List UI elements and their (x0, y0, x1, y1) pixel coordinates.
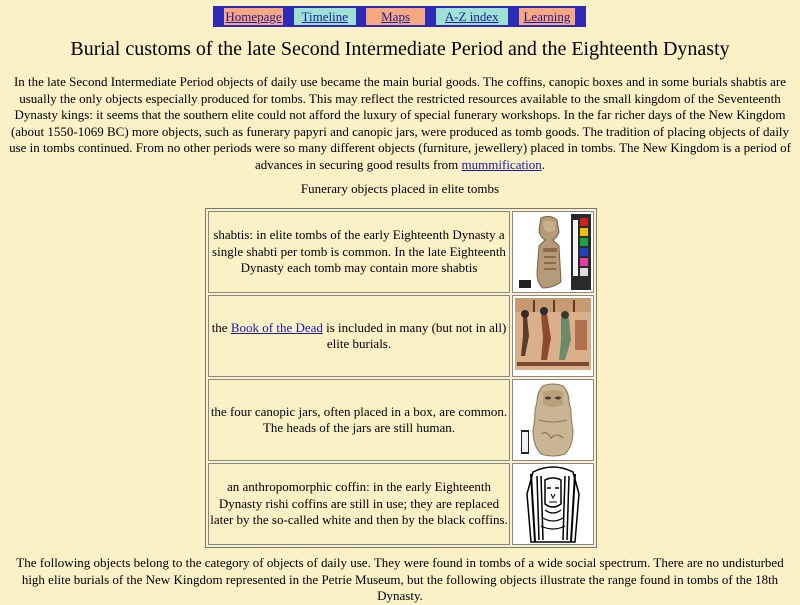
nav-az-index-link[interactable]: A-Z index (436, 8, 508, 25)
canopic-jars-description: the four canopic jars, often placed in a box, are common. The heads of the jars are still human. (208, 379, 510, 461)
shabti-description: shabtis: in elite tombs of the early Eighteenth Dynasty a single shabti per tomb is common. In the late Eighteenth Dynasty each tomb may contain more shabtis (208, 211, 510, 293)
table-caption: Funerary objects placed in elite tombs (300, 181, 500, 196)
book-of-the-dead-description (208, 295, 510, 377)
coffin-line-drawing (513, 464, 593, 544)
shabti-photo (512, 211, 594, 293)
intro-paragraph (6, 74, 794, 173)
top-navigation (213, 6, 586, 27)
book-text-after: is included in many (but not in all) elite burials. (322, 319, 507, 351)
coffin-description: an anthropomorphic coffin: in the early Eighteenth Dynasty rishi coffins are still in use; they are replaced later by the so-called white and then by the black coffins. (208, 463, 510, 545)
nav-spacer (213, 6, 224, 27)
funerary-objects-table (205, 208, 597, 548)
mummification-link[interactable]: mummification (461, 156, 542, 172)
nav-spacer (508, 6, 519, 27)
canopic-jar-image (513, 380, 593, 460)
nav-spacer (283, 6, 294, 27)
nav-learning-link[interactable]: Learning (519, 8, 576, 25)
intro-end: . (541, 156, 545, 172)
table-row (208, 463, 594, 545)
outro-paragraph: The following objects belong to the category of objects of daily use. They were found in tombs of a wide social spectrum. There are no undisturbed high elite burials of the New Kingdom represented in the Petrie Museum, but the following objects illustrate the range found in tombs of the 18th Dynasty. (16, 555, 784, 603)
nav-homepage-link[interactable]: Homepage (225, 8, 282, 24)
table-row (208, 211, 594, 293)
book-of-the-dead-photo (512, 295, 594, 377)
book-text-before: the (211, 319, 231, 335)
table-row (208, 379, 594, 461)
page-title: Burial customs of the late Second Intermediate Period and the Eighteenth Dynasty (70, 38, 730, 60)
coffin-drawing (512, 463, 594, 545)
table-row (208, 295, 594, 377)
book-of-the-dead-link[interactable]: Book of the Dead (230, 319, 323, 335)
nav-spacer (575, 6, 586, 27)
nav-spacer (356, 6, 367, 27)
nav-spacer (425, 6, 436, 27)
papyrus-image (513, 296, 593, 376)
shabti-figure-image (513, 212, 593, 292)
nav-maps-link[interactable]: Maps (366, 8, 425, 25)
nav-timeline-link[interactable]: Timeline (294, 8, 356, 25)
canopic-jar-photo (512, 379, 594, 461)
intro-text: In the late Second Intermediate Period objects of daily use became the main burial goods. The coffins, canopic boxes and in some burials shabtis are usually the only objects especially produced for tombs. This may reflect the restricted resources available to the small kingdom of the Seventeenth Dynasty kings: it seems that the southern elite could not afford the luxury of special funerary workshops. In the far richer days of the New Kingdom (about 1550-1069 BC) more objects, such as funerary papyri and canopic jars, were produced as tomb goods. The tradition of placing objects of daily use in tombs continued. From no other periods were so many different objects (furniture, jewellery) placed in tombs. The New Kingdom is a period of advances in securing good results from (9, 74, 791, 172)
